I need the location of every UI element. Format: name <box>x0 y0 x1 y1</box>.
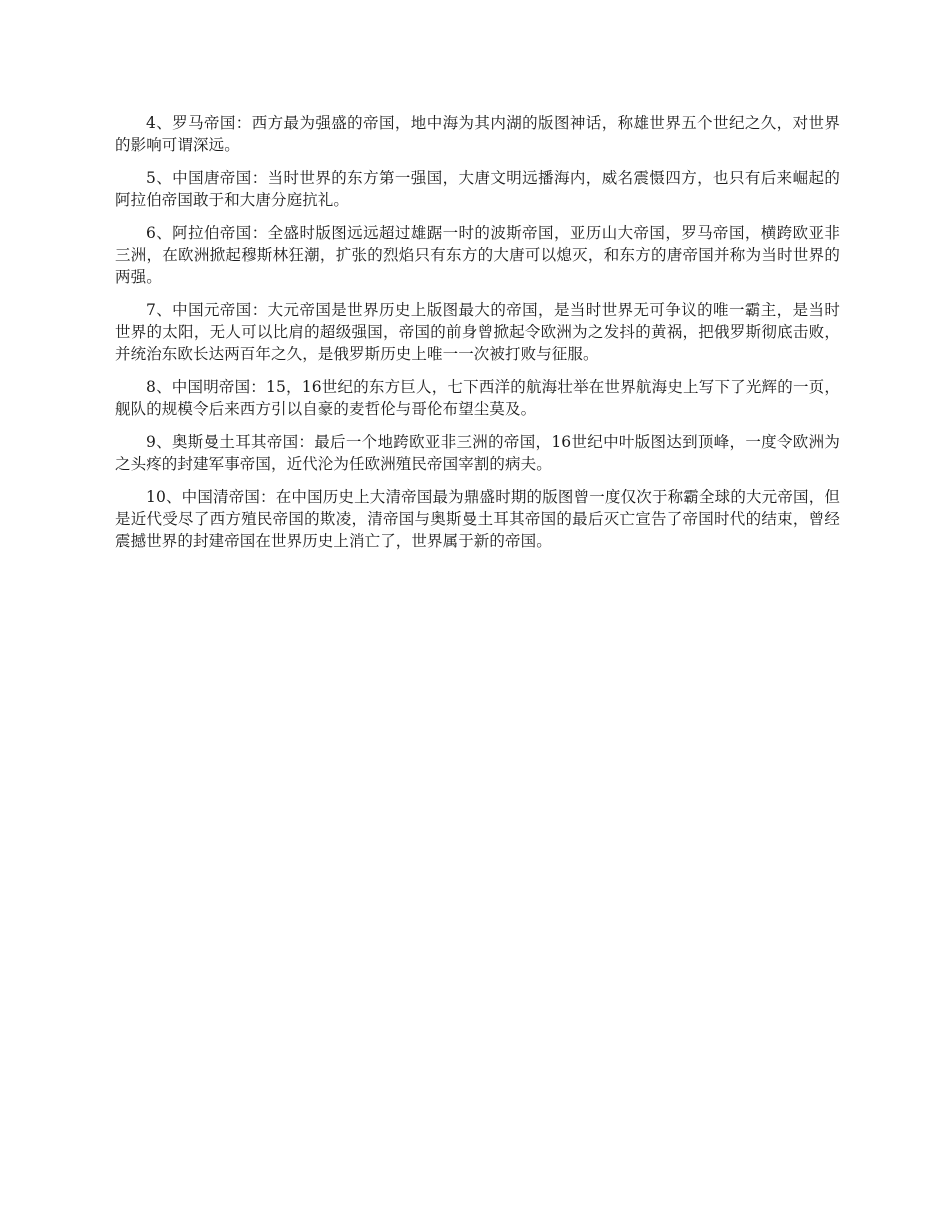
document-page <box>115 112 840 563</box>
paragraph-ming-empire: 8、中国明帝国：15，16世纪的东方巨人，七下西洋的航海壮举在世界航海史上写下了光辉的一页，舰队的规模令后来西方引以自豪的麦哲伦与哥伦布望尘莫及。 <box>115 378 840 418</box>
paragraph-roman-empire: 4、罗马帝国：西方最为强盛的帝国，地中海为其内湖的版图神话，称雄世界五个世纪之久，对世界的影响可谓深远。 <box>115 114 840 154</box>
paragraph-ottoman-empire: 9、奥斯曼土耳其帝国：最后一个地跨欧亚非三洲的帝国，16世纪中叶版图达到顶峰，一度令欧洲为之头疼的封建军事帝国，近代沦为任欧洲殖民帝国宰割的病夫。 <box>115 433 840 473</box>
paragraph-tang-empire: 5、中国唐帝国：当时世界的东方第一强国，大唐文明远播海内，威名震慑四方，也只有后来崛起的阿拉伯帝国敢于和大唐分庭抗礼。 <box>115 169 840 209</box>
paragraph-qing-empire: 10、中国清帝国：在中国历史上大清帝国最为鼎盛时期的版图曾一度仅次于称霸全球的大元帝国，但是近代受尽了西方殖民帝国的欺凌，清帝国与奥斯曼土耳其帝国的最后灭亡宣告了帝国时代的结束，曾经震撼世界的封建帝国在世界历史上消亡了，世界属于新的帝国。 <box>115 488 840 550</box>
paragraph-yuan-empire: 7、中国元帝国：大元帝国是世界历史上版图最大的帝国，是当时世界无可争议的唯一霸主，是当时世界的太阳，无人可以比肩的超级强国，帝国的前身曾掀起令欧洲为之发抖的黄祸，把俄罗斯彻底击败，并统治东欧长达两百年之久，是俄罗斯历史上唯一一次被打败与征服。 <box>115 301 840 363</box>
paragraph-arab-empire: 6、阿拉伯帝国：全盛时版图远远超过雄踞一时的波斯帝国，亚历山大帝国，罗马帝国，横跨欧亚非三洲，在欧洲掀起穆斯林狂潮，扩张的烈焰只有东方的大唐可以熄灭，和东方的唐帝国并称为当时世界的两强。 <box>115 224 840 286</box>
